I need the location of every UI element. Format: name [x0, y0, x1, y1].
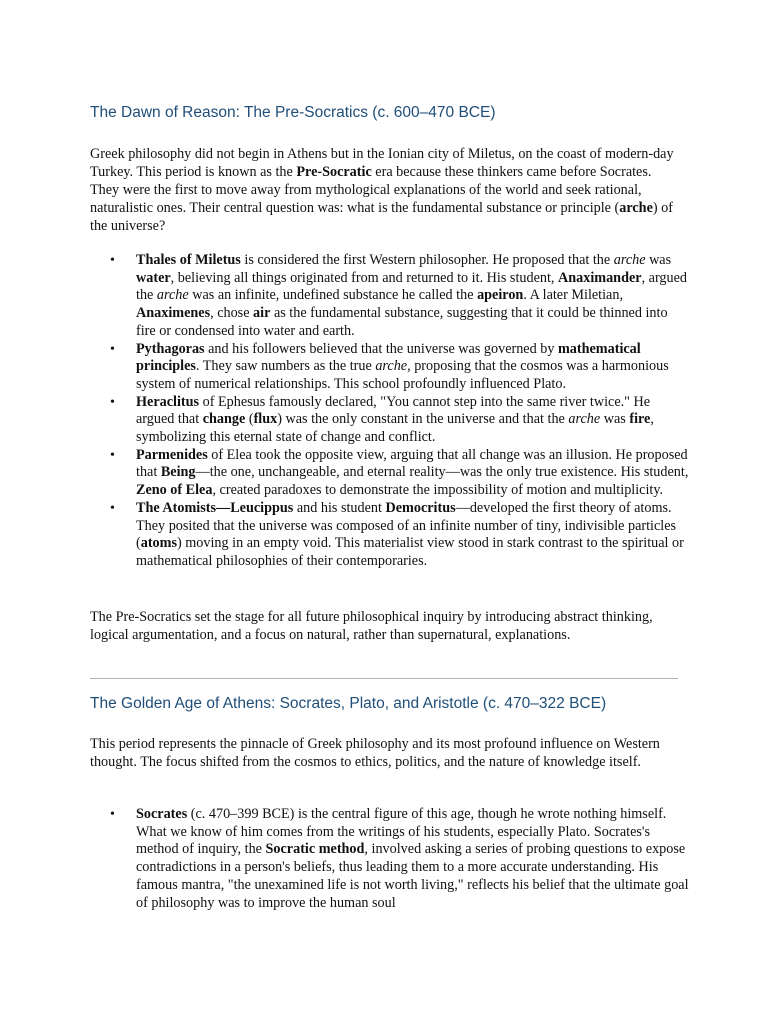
pre-socratics-intro-paragraph: Greek philosophy did not begin in Athens but in the Ionian city of Miletus, on the coast of modern-day Turkey. This period is known as the Pre-Socratic era because these thinkers came before Socrates. They were the first to move away from mythological explanations of the world and seek rational, naturalistic ones. Their central question was: what is the fundamental substance or principle (arche) of the universe? — [90, 146, 674, 234]
golden-age-intro-paragraph: This period represents the pinnacle of Greek philosophy and its most profound influence on Western thought. The focus shifted from the cosmos to ethics, politics, and the nature of knowledge itself. — [90, 736, 660, 770]
list-item-pythagoras: • Pythagoras and his followers believed that the universe was governed by mathematical principles. They saw numbers as the true arche, proposing that the cosmos was a harmonious system of numerical relationships. This school profoundly influenced Plato. — [110, 340, 669, 392]
bullet-icon: • — [110, 394, 115, 410]
golden-age-bullet-list — [90, 806, 690, 912]
bullet-icon: • — [110, 807, 115, 822]
pre-socratics-closing-paragraph: The Pre-Socratics set the stage for all future philosophical inquiry by introducing abstract thinking, logical argumentation, and a focus on natural, rather than supernatural, explanations. — [90, 609, 653, 643]
bullet-icon: • — [110, 447, 115, 463]
bullet-icon: • — [110, 341, 115, 357]
section-heading-pre-socratics: The Dawn of Reason: The Pre-Socratics (c. 600–470 BCE) — [90, 104, 496, 121]
bullet-icon: • — [110, 500, 115, 516]
list-item-socrates: • Socrates (c. 470–399 BCE) is the central figure of this age, though he wrote nothing himself. What we know of him comes from the writings of his students, especially Plato. Socrates's method of inquiry, the Socratic method, involved asking a series of probing questions to expose contradictions in a person's beliefs, thus leading them to a more accurate understanding. His famous mantra, "the unexamined life is not worth living," reflects his belief that the ultimate goal of philosophy was to improve the human soul — [110, 806, 689, 911]
bullet-icon: • — [110, 253, 115, 268]
list-item-thales: • Thales of Miletus is considered the first Western philosopher. He proposed that the arche was water, believing all things originated from and returned to it. His student, Anaximander, argued the arche was an infinite, undefined substance he called the apeiron. A later Miletian, Anaximenes, chose air as the fundamental substance, suggesting that it could be thinned into fire or condensed into water and earth. — [110, 252, 687, 339]
list-item-parmenides: • Parmenides of Elea took the opposite view, arguing that all change was an illusion. He proposed that Being—the one, unchangeable, and eternal reality—was the only true existence. His student, Zeno of Elea, created paradoxes to demonstrate the impossibility of motion and multiplicity. — [110, 446, 689, 499]
list-item-atomists: • The Atomists—Leucippus and his student Democritus—developed the first theory of atoms. They posited that the universe was composed of an infinite number of tiny, indivisible particles (atoms) moving in an empty void. This materialist view stood in stark contrast to the spiritual or mathematical philosophies of their contemporaries. — [110, 499, 684, 569]
list-item-heraclitus: • Heraclitus of Ephesus famously declared, "You cannot step into the same river twice." He argued that change (flux) was the only constant in the universe and that the arche was fire, symbolizing this eternal state of change and conflict. — [110, 393, 654, 446]
section-heading-golden-age: The Golden Age of Athens: Socrates, Plato, and Aristotle (c. 470–322 BCE) — [90, 695, 607, 712]
section-divider — [90, 678, 678, 679]
pre-socratics-bullet-list — [90, 252, 690, 571]
